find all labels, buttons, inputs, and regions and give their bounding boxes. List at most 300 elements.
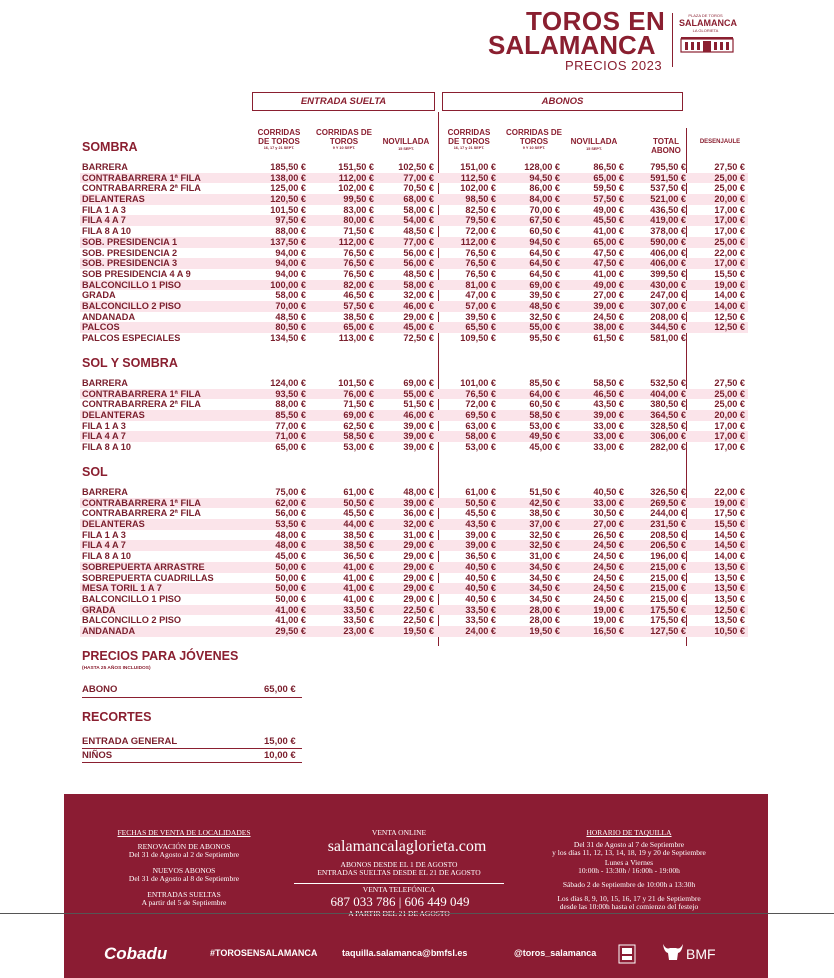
phone-numbers[interactable]: 687 033 786 | 606 449 049 — [330, 894, 470, 909]
table-row — [80, 551, 748, 562]
price-cell: 419,00 € — [650, 215, 686, 226]
price-table-sol — [80, 487, 748, 637]
price-cell: 14,00 € — [714, 551, 745, 562]
price-cell: 185,50 € — [270, 162, 306, 172]
price-cell: 17,00 € — [714, 431, 745, 442]
price-cell: 380,50 € — [650, 399, 686, 410]
section-title-sol: SOL — [82, 465, 108, 479]
price-cell: 32,00 € — [403, 519, 434, 530]
price-cell: 151,00 € — [460, 162, 496, 172]
price-cell: 38,00 € — [593, 322, 624, 333]
horario-line-1: Del 31 de Agosto al 7 de Septiembre — [573, 840, 685, 849]
price-cell: 101,00 € — [460, 378, 496, 388]
price-cell: 208,50 € — [650, 529, 686, 540]
price-cell: 14,00 € — [714, 290, 745, 301]
price-cell: 86,50 € — [593, 162, 624, 172]
price-cell: 48,00 € — [275, 529, 306, 540]
price-cell: 76,50 € — [343, 268, 374, 279]
row-label: CONTRABARRERA 2ª FILA — [82, 508, 201, 519]
price-cell: 112,00 € — [460, 236, 496, 247]
price-cell: 88,00 € — [275, 399, 306, 410]
table-row — [80, 237, 748, 248]
price-cell: 55,00 € — [529, 322, 560, 333]
table-row — [80, 258, 748, 269]
table-row — [80, 540, 748, 551]
price-cell: 58,50 € — [529, 410, 560, 421]
price-cell: 58,50 € — [343, 431, 374, 442]
row-label: MESA TORIL 1 A 7 — [82, 583, 162, 594]
logo-name: SALAMANCA — [679, 18, 737, 28]
price-cell: 208,00 € — [650, 311, 686, 322]
price-cell: 19,00 € — [593, 604, 624, 615]
price-cell: 406,00 € — [650, 258, 686, 269]
price-cell: 62,50 € — [343, 420, 374, 431]
price-cell: 30,50 € — [593, 508, 624, 519]
section-title-sombra: SOMBRA — [82, 140, 138, 154]
row-label: SOB. PRESIDENCIA 2 — [82, 247, 178, 258]
hashtag: #TOROSENSALAMANCA — [210, 948, 318, 958]
price-cell: 33,00 € — [593, 431, 624, 442]
price-cell: 40,50 € — [593, 487, 624, 497]
price-cell: 25,00 € — [714, 388, 745, 399]
price-cell: 94,00 € — [275, 258, 306, 269]
price-cell: 14,50 € — [714, 529, 745, 540]
horario-line-4: 10:00h - 13:30h / 16:00h - 19:00h — [578, 866, 680, 875]
price-cell: 67,50 € — [529, 215, 560, 226]
bmf-logo: BMF — [686, 946, 716, 962]
row-label: BALCONCILLO 2 PISO — [82, 300, 182, 311]
price-cell: 22,00 € — [714, 487, 745, 497]
price-cell: 82,00 € — [343, 279, 374, 290]
price-cell: 50,00 € — [275, 572, 306, 583]
horario-line-6: Los días 8, 9, 10, 15, 16, 17 y 21 de Septiembre — [557, 894, 701, 903]
table-row — [80, 215, 748, 226]
price-cell: 24,50 € — [593, 583, 624, 594]
row-label: ANDANADA — [82, 625, 136, 636]
screen-divider-line — [0, 913, 834, 914]
price-cell: 306,00 € — [650, 431, 686, 442]
price-cell: 63,00 € — [465, 420, 496, 431]
instagram-handle[interactable]: @toros_salamanca — [514, 948, 597, 958]
price-cell: 61,50 € — [593, 333, 624, 343]
price-cell: 19,00 € — [593, 615, 624, 626]
price-cell: 15,50 € — [714, 268, 745, 279]
price-cell: 12,50 € — [714, 311, 745, 322]
price-cell: 69,00 € — [403, 378, 434, 388]
price-cell: 13,50 € — [714, 593, 745, 604]
price-cell: 69,50 € — [465, 410, 496, 421]
price-cell: 80,00 € — [343, 215, 374, 226]
price-cell: 25,00 € — [714, 399, 745, 410]
price-cell: 60,50 € — [529, 226, 560, 237]
row-label: CONTRABARRERA 2ª FILA — [82, 183, 201, 194]
price-cell: 16,50 € — [593, 625, 624, 636]
price-cell: 591,50 € — [650, 172, 686, 183]
price-cell: 36,50 € — [465, 551, 496, 562]
subtitle: PRECIOS 2023 — [565, 58, 663, 73]
table-row — [80, 626, 748, 637]
price-cell: 99,50 € — [343, 194, 374, 205]
price-cell: 134,50 € — [270, 333, 306, 343]
price-cell: 13,50 € — [714, 572, 745, 583]
price-cell: 31,00 € — [403, 529, 434, 540]
price-cell: 32,50 € — [529, 311, 560, 322]
price-cell: 532,50 € — [650, 378, 686, 388]
price-cell: 69,00 € — [529, 279, 560, 290]
price-cell: 125,00 € — [270, 183, 306, 194]
price-cell: 53,00 € — [529, 420, 560, 431]
price-cell: 48,00 € — [275, 540, 306, 551]
price-cell: 24,50 € — [593, 540, 624, 551]
price-cell: 32,00 € — [403, 290, 434, 301]
price-cell: 24,50 € — [593, 561, 624, 572]
row-label: CONTRABARRERA 1ª FILA — [82, 172, 201, 183]
price-cell: 76,50 € — [465, 247, 496, 258]
row-label: SOBREPUERTA CUADRILLAS — [82, 572, 214, 583]
price-cell: 19,50 € — [403, 625, 434, 636]
price-table-sol-y-sombra — [80, 378, 748, 453]
price-cell: 80,50 € — [275, 322, 306, 333]
price-cell: 33,00 € — [593, 497, 624, 508]
price-cell: 46,50 € — [593, 388, 624, 399]
price-cell: 72,00 € — [465, 226, 496, 237]
price-cell: 48,50 € — [529, 300, 560, 311]
price-cell: 109,50 € — [460, 333, 496, 343]
price-cell: 50,50 € — [343, 497, 374, 508]
renovacion-title: RENOVACIÓN DE ABONOS — [137, 842, 231, 851]
price-cell: 39,50 € — [529, 290, 560, 301]
table-row — [80, 194, 748, 205]
recortes-underline-1 — [82, 748, 302, 749]
price-cell: 65,00 € — [275, 442, 306, 453]
price-cell: 44,00 € — [343, 519, 374, 530]
price-cell: 93,50 € — [275, 388, 306, 399]
row-label: BARRERA — [82, 378, 128, 388]
price-cell: 40,50 € — [465, 561, 496, 572]
table-row — [80, 280, 748, 291]
price-cell: 59,50 € — [593, 183, 624, 194]
website-link[interactable]: salamancalaglorieta.com — [327, 838, 487, 855]
price-cell: 14,50 € — [714, 540, 745, 551]
price-cell: 215,00 € — [650, 561, 686, 572]
price-cell: 65,00 € — [593, 236, 624, 247]
price-cell: 42,50 € — [529, 497, 560, 508]
price-cell: 76,50 € — [465, 268, 496, 279]
price-cell: 53,00 € — [465, 442, 496, 453]
price-cell: 20,00 € — [714, 410, 745, 421]
price-cell: 49,50 € — [529, 431, 560, 442]
row-label: CONTRABARRERA 1ª FILA — [82, 497, 201, 508]
price-cell: 364,50 € — [650, 410, 686, 421]
price-cell: 70,00 € — [529, 204, 560, 215]
column-header-desenjaule: DESENJAULE — [699, 139, 741, 145]
price-cell: 38,50 € — [343, 529, 374, 540]
price-cell: 57,50 € — [593, 194, 624, 205]
bull-icon — [660, 938, 686, 964]
price-cell: 795,50 € — [650, 162, 686, 172]
cobadu-logo: Cobadu — [104, 944, 168, 963]
price-cell: 12,50 € — [714, 604, 745, 615]
price-cell: 12,50 € — [714, 322, 745, 333]
price-cell: 58,00 € — [403, 204, 434, 215]
column-header-5: CORRIDAS DE TOROS 9 Y 10 SEPT. — [506, 128, 563, 150]
recortes-label: NIÑOS — [82, 750, 113, 761]
footer-banner — [64, 794, 768, 978]
row-label: FILA 8 A 10 — [82, 442, 132, 453]
price-cell: 83,00 € — [343, 204, 374, 215]
price-cell: 33,50 € — [465, 615, 496, 626]
price-cell: 65,00 € — [343, 322, 374, 333]
price-cell: 46,00 € — [403, 410, 434, 421]
table-row — [80, 162, 748, 173]
row-label: SOB PRESIDENCIA 4 A 9 — [82, 268, 191, 279]
venta-telefonica-title: VENTA TELEFÓNICA — [294, 883, 504, 894]
price-cell: 53,00 € — [343, 442, 374, 453]
price-cell: 70,00 € — [275, 300, 306, 311]
price-cell: 45,00 € — [403, 322, 434, 333]
price-cell: 46,00 € — [403, 300, 434, 311]
row-label: FILA 1 A 3 — [82, 420, 126, 431]
price-cell: 81,00 € — [465, 279, 496, 290]
row-label: BALCONCILLO 1 PISO — [82, 593, 182, 604]
price-cell: 102,00 € — [460, 183, 496, 194]
price-cell: 76,50 € — [465, 258, 496, 269]
table-row — [80, 399, 748, 410]
row-label: FILA 4 A 7 — [82, 431, 126, 442]
price-cell: 33,50 € — [343, 604, 374, 615]
price-cell: 112,00 € — [338, 172, 374, 183]
recortes-row-ninos — [82, 750, 296, 761]
row-label: BALCONCILLO 1 PISO — [82, 279, 182, 290]
table-row — [80, 431, 748, 442]
price-cell: 95,50 € — [529, 333, 560, 343]
price-cell: 25,00 € — [714, 183, 745, 194]
price-cell: 39,00 € — [593, 410, 624, 421]
price-cell: 34,50 € — [529, 561, 560, 572]
row-label: FILA 1 A 3 — [82, 204, 126, 215]
price-cell: 29,00 € — [403, 593, 434, 604]
price-cell: 77,00 € — [403, 236, 434, 247]
row-label: SOB. PRESIDENCIA 1 — [82, 236, 178, 247]
price-cell: 72,50 € — [403, 333, 434, 343]
jovenes-underline — [82, 697, 302, 698]
price-cell: 36,50 € — [343, 551, 374, 562]
column-header-total: TOTAL ABONO — [651, 137, 681, 155]
price-cell: 328,50 € — [650, 420, 686, 431]
price-cell: 521,00 € — [650, 194, 686, 205]
price-cell: 24,50 € — [593, 311, 624, 322]
row-label: FILA 8 A 10 — [82, 551, 132, 562]
price-cell: 64,50 € — [529, 258, 560, 269]
price-cell: 29,50 € — [275, 625, 306, 636]
price-cell: 45,50 € — [465, 508, 496, 519]
recortes-value: 15,00 € — [264, 736, 296, 747]
price-cell: 61,00 € — [343, 487, 374, 497]
price-cell: 98,50 € — [465, 194, 496, 205]
price-cell: 50,00 € — [275, 583, 306, 594]
price-cell: 24,50 € — [593, 572, 624, 583]
table-row — [80, 301, 748, 312]
price-cell: 215,00 € — [650, 583, 686, 594]
price-cell: 39,00 € — [465, 529, 496, 540]
price-cell: 581,00 € — [650, 333, 686, 343]
price-cell: 46,50 € — [343, 290, 374, 301]
price-cell: 124,00 € — [270, 378, 306, 388]
price-cell: 53,50 € — [275, 519, 306, 530]
fechas-title: FECHAS DE VENTA DE LOCALIDADES — [117, 828, 251, 837]
price-cell: 39,00 € — [465, 540, 496, 551]
column-header-3: NOVILLADA 15 SEPT. — [382, 137, 430, 151]
price-cell: 71,00 € — [275, 431, 306, 442]
price-cell: 151,50 € — [338, 162, 374, 172]
recortes-value: 10,00 € — [264, 750, 296, 761]
price-cell: 45,50 € — [593, 215, 624, 226]
price-cell: 41,00 € — [343, 593, 374, 604]
price-cell: 38,50 € — [529, 508, 560, 519]
logo-sub-text: LA GLORIETA — [692, 28, 719, 33]
price-cell: 537,50 € — [650, 183, 686, 194]
price-cell: 41,00 € — [343, 583, 374, 594]
table-row — [80, 442, 748, 453]
price-cell: 31,00 € — [529, 551, 560, 562]
section-title-sol-y-sombra: SOL Y SOMBRA — [82, 356, 178, 370]
price-cell: 29,00 € — [403, 583, 434, 594]
price-cell: 32,50 € — [529, 529, 560, 540]
price-cell: 48,50 € — [403, 268, 434, 279]
price-cell: 51,50 € — [403, 399, 434, 410]
row-label: FILA 4 A 7 — [82, 215, 126, 226]
price-cell: 37,00 € — [529, 519, 560, 530]
price-cell: 58,00 € — [275, 290, 306, 301]
price-cell: 76,50 € — [465, 388, 496, 399]
price-cell: 56,00 € — [403, 247, 434, 258]
price-cell: 76,50 € — [343, 247, 374, 258]
row-label: SOB. PRESIDENCIA 3 — [82, 258, 178, 269]
price-cell: 17,00 € — [714, 204, 745, 215]
price-cell: 34,50 € — [529, 583, 560, 594]
table-row — [80, 389, 748, 400]
price-cell: 244,00 € — [650, 508, 686, 519]
table-row — [80, 562, 748, 573]
price-cell: 41,00 € — [275, 604, 306, 615]
price-cell: 76,50 € — [343, 258, 374, 269]
table-row — [80, 615, 748, 626]
price-cell: 10,50 € — [714, 625, 745, 636]
price-cell: 231,50 € — [650, 519, 686, 530]
price-cell: 175,50 € — [650, 604, 686, 615]
row-label: DELANTERAS — [82, 194, 145, 205]
table-row — [80, 290, 748, 301]
section-title-jovenes: PRECIOS PARA JÓVENES — [82, 649, 239, 663]
price-cell: 436,50 € — [650, 204, 686, 215]
price-cell: 57,00 € — [465, 300, 496, 311]
row-label: SOBREPUERTA ARRASTRE — [82, 561, 205, 572]
table-row — [80, 519, 748, 530]
table-row — [80, 498, 748, 509]
price-cell: 41,00 € — [593, 268, 624, 279]
column-header-2: CORRIDAS DE TOROS 9 Y 10 SEPT. — [316, 128, 373, 150]
price-cell: 127,50 € — [650, 625, 686, 636]
price-cell: 22,50 € — [403, 615, 434, 626]
price-cell: 33,50 € — [465, 604, 496, 615]
price-cell: 128,00 € — [524, 162, 560, 172]
row-label: GRADA — [82, 290, 116, 301]
section-title-recortes: RECORTES — [82, 710, 152, 724]
column-header-1: CORRIDAS DE TOROS 16, 17 y 21 SEPT. — [257, 128, 301, 150]
table-row — [80, 583, 748, 594]
horario-line-5: Sábado 2 de Septiembre de 10:00h a 13:30h — [562, 880, 696, 889]
price-cell: 58,00 € — [403, 279, 434, 290]
price-cell: 29,00 € — [403, 551, 434, 562]
row-label: CONTRABARRERA 2ª FILA — [82, 399, 201, 410]
price-cell: 27,00 € — [593, 290, 624, 301]
price-cell: 39,00 € — [403, 420, 434, 431]
price-cell: 24,00 € — [465, 625, 496, 636]
price-cell: 86,00 € — [529, 183, 560, 194]
price-cell: 48,50 € — [275, 311, 306, 322]
price-cell: 49,00 € — [593, 204, 624, 215]
price-cell: 206,50 € — [650, 540, 686, 551]
price-cell: 101,50 € — [338, 378, 374, 388]
price-cell: 17,00 € — [714, 442, 745, 453]
recortes-label: ENTRADA GENERAL — [82, 736, 178, 747]
row-label: FILA 8 A 10 — [82, 226, 132, 237]
nuevos-text: Del 31 de Agosto al 8 de Septiembre — [128, 874, 240, 883]
price-cell: 47,50 € — [593, 247, 624, 258]
table-row — [80, 183, 748, 194]
price-cell: 17,00 € — [714, 215, 745, 226]
telefono-desde — [294, 910, 504, 918]
table-row — [80, 312, 748, 323]
email-link[interactable]: taquilla.salamanca@bmfsl.es — [342, 948, 468, 958]
brand-header — [488, 8, 778, 72]
price-cell: 27,50 € — [714, 378, 745, 388]
price-cell: 62,00 € — [275, 497, 306, 508]
price-cell: 24,50 € — [593, 551, 624, 562]
recortes-row-general — [82, 736, 296, 747]
price-cell: 17,00 € — [714, 420, 745, 431]
price-cell: 399,50 € — [650, 268, 686, 279]
price-cell: 22,00 € — [714, 247, 745, 258]
row-label: ANDANADA — [82, 311, 136, 322]
footer-bar — [64, 934, 768, 978]
price-cell: 23,00 € — [343, 625, 374, 636]
row-label: BARRERA — [82, 162, 128, 172]
price-cell: 47,00 € — [465, 290, 496, 301]
price-cell: 51,50 € — [529, 487, 560, 497]
price-cell: 26,50 € — [593, 529, 624, 540]
price-cell: 113,00 € — [338, 333, 374, 343]
price-cell: 19,00 € — [714, 279, 745, 290]
abonos-desde: ABONOS DESDE EL 1 DE AGOSTO — [340, 860, 458, 869]
price-cell: 39,00 € — [403, 442, 434, 453]
jovenes-subtitle: (HASTA 25 AÑOS INCLUIDOS) — [82, 666, 151, 671]
price-cell: 101,50 € — [270, 204, 306, 215]
price-cell: 19,50 € — [529, 625, 560, 636]
price-cell: 33,00 € — [593, 420, 624, 431]
price-cell: 326,50 € — [650, 487, 686, 497]
price-cell: 40,50 € — [465, 593, 496, 604]
title-line-2: SALAMANCA — [488, 30, 656, 60]
row-label: PALCOS ESPECIALES — [82, 333, 181, 343]
entradas-desde: ENTRADAS SUELTAS DESDE EL 21 DE AGOSTO — [317, 868, 481, 877]
table-row — [80, 421, 748, 432]
price-cell: 72,00 € — [465, 399, 496, 410]
horario-line-3: Lunes a Viernes — [604, 858, 654, 867]
price-cell: 25,00 € — [714, 172, 745, 183]
plaza-logo — [672, 13, 737, 67]
row-label: CONTRABARRERA 1ª FILA — [82, 388, 201, 399]
